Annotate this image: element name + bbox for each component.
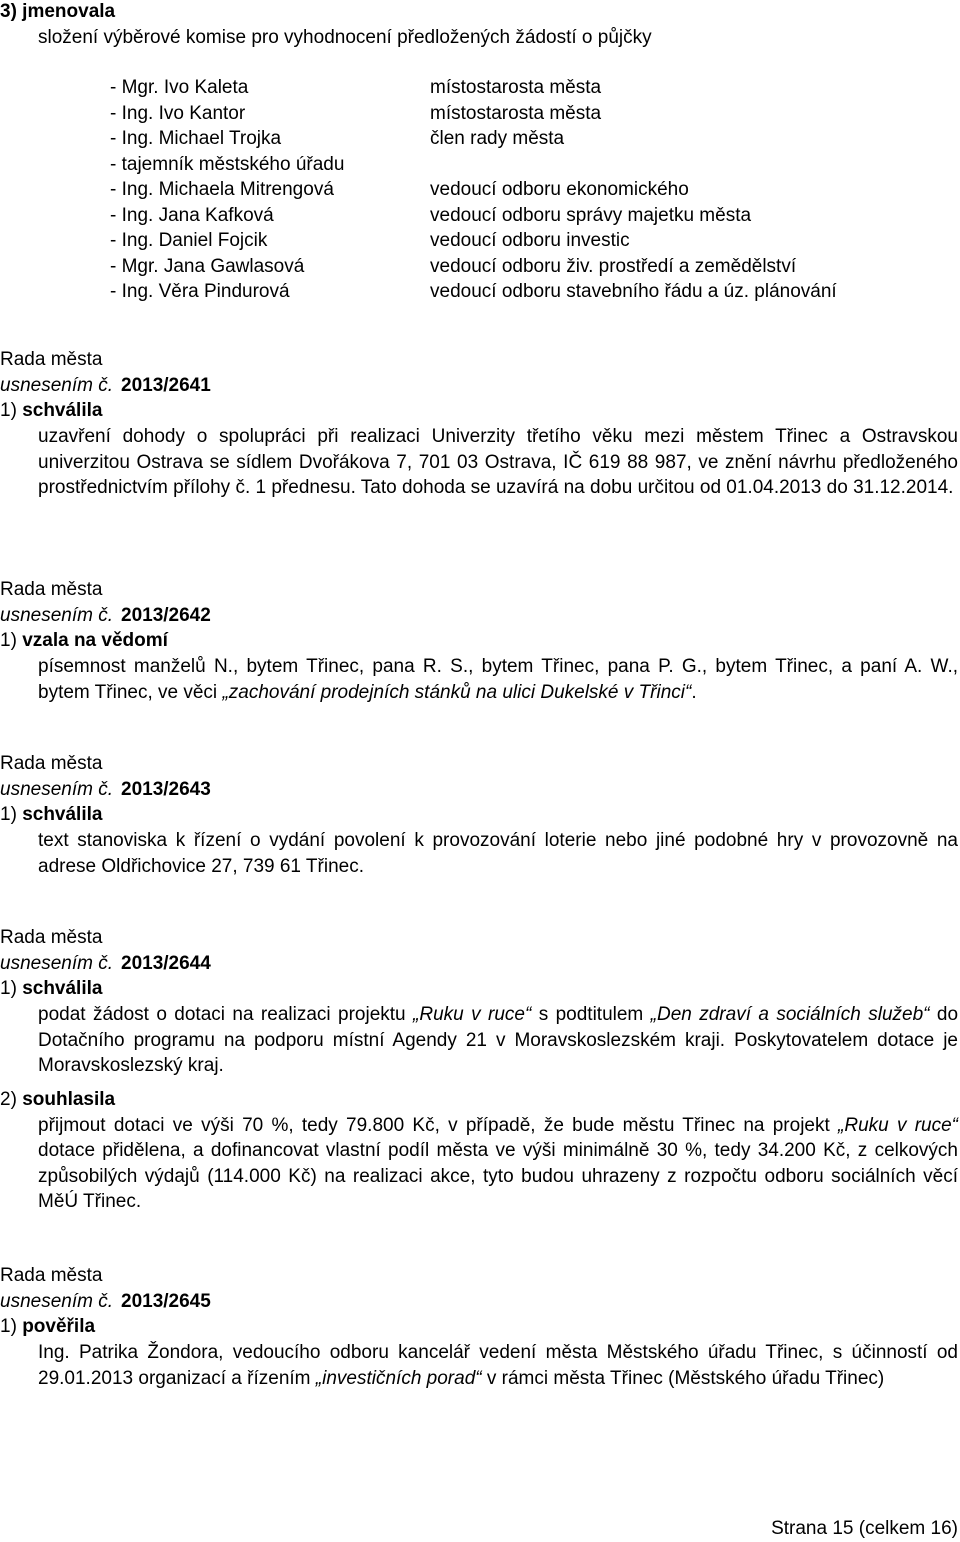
- emphasized-text: „zachování prodejních stánků na ulici Dukelské v Třinci“: [222, 681, 692, 703]
- member-name: - Ing. Michaela Mitrengová: [110, 179, 334, 200]
- resolution-block: [0, 577, 960, 705]
- point-number: 2): [0, 1088, 17, 1110]
- member-name: - Mgr. Ivo Kaleta: [110, 77, 249, 98]
- council-label: Rada města: [0, 1265, 103, 1286]
- member-role: vedoucí odboru živ. prostředí a zemědělství: [430, 255, 797, 277]
- text-run: s podtitulem: [531, 1004, 651, 1025]
- resolution-label: usnesením č.: [0, 604, 113, 626]
- member-name: - tajemník městského úřadu: [110, 153, 345, 175]
- text-run: dotace přidělena, a dofinancovat vlastní podíl města ve výši minimálně 30 %, tedy 34.200 Kč, z celkových způsobilých výdajů (114.000 Kč) na realizaci akce, tyto budou uhrazeny z rozpočtu odboru sociálních věcí MěÚ Třinec.: [38, 1140, 958, 1212]
- resolution-point-heading: [0, 802, 960, 828]
- point-verb: vzala na vědomí: [22, 630, 168, 651]
- text-run: text stanoviska k řízení o vydání povolení k provozování loterie nebo jiné podobné hry v provozovně na adrese Oldřichovice 27, 739 61 Třinec.: [38, 830, 958, 877]
- member-name: - Ing. Daniel Fojcik: [110, 230, 268, 251]
- council-label: Rada města: [0, 579, 103, 600]
- text-run: v rámci města Třinec (Městského úřadu Třinec): [481, 1367, 885, 1389]
- member-role: vedoucí odboru ekonomického: [430, 179, 689, 200]
- resolution-label: usnesením č.: [0, 1290, 113, 1312]
- point-number: 1): [0, 1316, 17, 1337]
- emphasized-text: „Ruku v ruce“: [838, 1114, 958, 1136]
- section-intro-text: složení výběrové komise pro vyhodnocení předložených žádostí o půjčky: [38, 27, 652, 48]
- member-name: - Ing. Jana Kafková: [110, 204, 274, 226]
- resolution-text: [38, 1002, 958, 1079]
- resolution-number: 2013/2641: [121, 374, 211, 396]
- resolution-number-line: [0, 951, 960, 977]
- resolution-text: [38, 1113, 958, 1215]
- council-label: Rada města: [0, 349, 103, 370]
- member-name: - Ing. Michael Trojka: [110, 128, 282, 149]
- resolution-point-heading: [0, 1314, 960, 1340]
- resolution-point-heading: [0, 976, 960, 1002]
- resolution-number-line: [0, 373, 960, 399]
- text-run: Ing. Patrika Žondora, vedoucího odboru kancelář vedení města Městského úřadu Třinec, s účinností od 29.01.2013 organizací a řízením: [38, 1342, 958, 1389]
- resolution-number: 2013/2645: [121, 1290, 211, 1312]
- resolution-number: 2013/2644: [121, 952, 211, 974]
- member-role: vedoucí odboru správy majetku města: [430, 204, 752, 226]
- council-label: Rada města: [0, 753, 103, 774]
- text-run: písemnost manželů N., bytem Třinec, pana R. S., bytem Třinec, pana P. G., bytem Třinec, a paní A. W., bytem Třinec, ve věci: [38, 656, 958, 703]
- resolution-text: [38, 654, 958, 705]
- resolution-label: usnesením č.: [0, 778, 113, 800]
- resolution-number: 2013/2642: [121, 604, 211, 626]
- member-name: - Ing. Věra Pindurová: [110, 281, 290, 302]
- resolution-point-heading: [0, 1087, 960, 1113]
- member-role: místostarosta města: [430, 77, 602, 98]
- point-verb: pověřila: [22, 1316, 96, 1337]
- point-verb: schválila: [22, 978, 103, 999]
- emphasized-text: „Ruku v ruce“: [413, 1004, 532, 1025]
- emphasized-text: „Den zdraví a sociálních služeb“: [650, 1004, 930, 1025]
- section-heading: 3) jmenovala: [0, 1, 116, 22]
- resolution-block: [0, 925, 960, 1215]
- member-role: místostarosta města: [430, 102, 602, 124]
- resolution-block: [0, 347, 960, 501]
- text-run: .: [691, 681, 697, 703]
- member-name: - Mgr. Jana Gawlasová: [110, 255, 305, 277]
- point-number: 1): [0, 978, 17, 999]
- resolution-text: [38, 828, 958, 879]
- council-label: Rada města: [0, 927, 103, 948]
- resolution-number-line: [0, 1289, 960, 1315]
- resolution-text: [38, 1340, 958, 1391]
- resolution-label: usnesením č.: [0, 374, 113, 396]
- resolution-number-line: [0, 603, 960, 629]
- resolution-label: usnesením č.: [0, 952, 113, 974]
- member-role: vedoucí odboru investic: [430, 230, 630, 251]
- resolution-block: [0, 751, 960, 879]
- member-role: člen rady města: [430, 128, 565, 149]
- member-name: - Ing. Ivo Kantor: [110, 102, 246, 124]
- resolution-point-heading: [0, 398, 960, 424]
- resolution-number: 2013/2643: [121, 778, 211, 800]
- page-number-footer: Strana 15 (celkem 16): [771, 1518, 958, 1539]
- text-run: do Dotačního programu na podporu místní Agendy 21 v Moravskoslezském kraji. Poskytovatelem dotace je Moravskoslezský kraj.: [38, 1004, 959, 1076]
- text-run: podat žádost o dotaci na realizaci projektu: [38, 1004, 414, 1025]
- emphasized-text: „investičních porad“: [315, 1367, 482, 1389]
- point-verb: schválila: [22, 804, 103, 825]
- point-number: 1): [0, 400, 17, 421]
- point-number: 1): [0, 630, 17, 651]
- resolution-point-heading: [0, 628, 960, 654]
- resolution-block: [0, 1263, 960, 1391]
- point-number: 1): [0, 804, 17, 825]
- member-role: vedoucí odboru stavebního řádu a úz. plánování: [430, 281, 837, 302]
- resolution-number-line: [0, 777, 960, 803]
- resolution-text: [38, 424, 958, 501]
- point-verb: schválila: [22, 400, 103, 421]
- text-run: přijmout dotaci ve výši 70 %, tedy 79.800 Kč, v případě, že bude městu Třinec na projekt: [38, 1114, 839, 1136]
- point-verb: souhlasila: [22, 1088, 116, 1110]
- text-run: uzavření dohody o spolupráci při realizaci Univerzity třetího věku mezi městem Třinec a Ostravskou univerzitou Ostrava se sídlem Dvořákova 7, 701 03 Ostrava, IČ 619 88 987, ve znění návrhu předloženého prostřednictvím přílohy č. 1 přednesu. Tato dohoda se uzavírá na dobu určitou od 01.04.2013 do 31.12.2014.: [38, 426, 958, 498]
